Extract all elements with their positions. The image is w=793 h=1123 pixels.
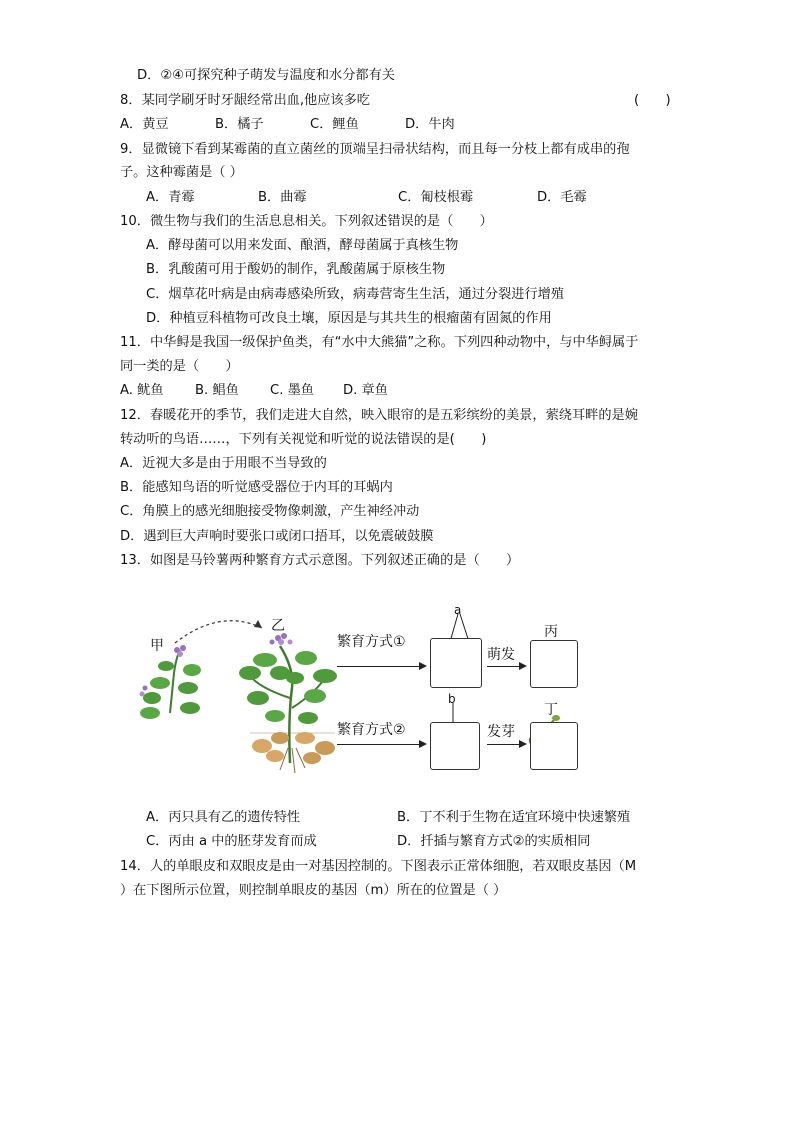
sprout-box: [530, 722, 578, 770]
q10-option-a: A．酵母菌可以用来发面、酿酒，酵母菌属于真核生物: [146, 238, 459, 253]
q9-option-a: A．青霉: [146, 190, 195, 205]
label-ding: 丁: [544, 702, 558, 718]
q8-answer-paren: ( ): [634, 93, 671, 108]
q8-option-c: C．鲤鱼: [310, 117, 359, 132]
label-a: a: [454, 603, 462, 617]
q12-stem-line1: 12．春暖花开的季节，我们走进大自然，映入眼帘的是五彩缤纷的美景，萦绕耳畔的是婉: [120, 408, 638, 423]
q11-stem-line2: 同一类的是（ ）: [120, 359, 239, 374]
q13-option-a: A．丙只具有乙的遗传特性: [146, 810, 301, 825]
q10-option-c: C．烟草花叶病是由病毒感染所致，病毒营寄生生活，通过分裂进行增殖: [146, 287, 565, 302]
q10-option-b: B．乳酸菌可用于酸奶的制作，乳酸菌属于原核生物: [146, 262, 446, 277]
plant-jia-icon: [140, 645, 202, 719]
q11-stem-line1: 11．中华鲟是我国一级保护鱼类，有“水中大熊猫”之称。下列四种动物中，与中华鲟属于: [120, 335, 639, 350]
label-step1: 萌发: [487, 647, 515, 663]
seed-box: [430, 638, 482, 688]
q12-stem-line2: 转动听的鸟语……，下列有关视觉和听觉的说法错误的是( ): [120, 432, 487, 447]
plant-yi-icon: [239, 633, 337, 773]
q10-stem: 10．微生物与我们的生活息息相关。下列叙述错误的是（ ）: [120, 214, 493, 229]
q13-option-b: B．丁不利于生物在适宜环境中快速繁殖: [397, 810, 631, 825]
q12-option-d: D．遇到巨大声响时要张口或闭口捂耳，以免震破鼓膜: [120, 529, 434, 544]
q9-stem-line1: 9．显微镜下看到某霉菌的直立菌丝的顶端呈扫帚状结构，而且每一分枝上都有成串的孢: [120, 142, 630, 157]
q8-stem: 8．某同学刷牙时牙龈经常出血,他应该多吃: [120, 93, 370, 108]
q11-option-a: A. 鱿鱼: [120, 383, 164, 398]
q13-stem: 13．如图是马铃薯两种繁育方式示意图。下列叙述正确的是（ ）: [120, 553, 520, 568]
q9-option-c: C．匍枝根霉: [398, 190, 474, 205]
q8-option-a: A．黄豆: [120, 117, 169, 132]
q8-option-d: D．牛肉: [405, 117, 455, 132]
q13-option-c: C．丙由 a 中的胚芽发育而成: [146, 834, 317, 849]
q9-stem-line2: 子。这种霉菌是（ ）: [120, 165, 243, 180]
q12-option-c: C．角膜上的感光细胞接受物像刺激，产生神经冲动: [120, 504, 420, 519]
q12-option-a: A．近视大多是由于用眼不当导致的: [120, 456, 327, 471]
q12-option-b: B．能感知鸟语的听觉感受器位于内耳的耳蜗内: [120, 480, 393, 495]
q8-option-b: B．橘子: [215, 117, 264, 132]
q14-stem-line1: 14．人的单眼皮和双眼皮是由一对基因控制的。下图表示正常体细胞，若双眼皮基因（M: [120, 859, 637, 874]
dashed-transfer-arrow: [175, 621, 262, 643]
q11-option-c: C. 墨鱼: [270, 383, 314, 398]
label-method2: 繁育方式②: [337, 722, 406, 738]
label-yi: 乙: [271, 618, 285, 634]
label-b: b: [448, 692, 456, 706]
q11-option-b: B. 鲳鱼: [195, 383, 239, 398]
label-step2: 发芽: [487, 724, 515, 740]
step1-arrow-icon: [487, 666, 525, 667]
label-bing: 丙: [544, 624, 558, 640]
seedling-box: [530, 640, 578, 688]
q11-option-d: D. 章鱼: [343, 383, 388, 398]
method1-arrow-icon: [337, 666, 425, 667]
q9-option-b: B．曲霉: [258, 190, 307, 205]
q13-option-d: D．扦插与繁育方式②的实质相同: [397, 834, 591, 849]
q14-stem-line2: ）在下图所示位置，则控制单眼皮的基因（m）所在的位置是（ ）: [120, 883, 507, 898]
q7-option-d: D．②④可探究种子萌发与温度和水分都有关: [137, 68, 395, 83]
q9-option-d: D．毛霉: [537, 190, 587, 205]
step2-arrow-icon: [487, 744, 525, 745]
label-jia: 甲: [150, 638, 164, 654]
potato-box: [430, 722, 480, 770]
potato-propagation-diagram: [130, 598, 600, 788]
q10-option-d: D．种植豆科植物可改良土壤，原因是与其共生的根瘤菌有固氮的作用: [146, 311, 552, 326]
method2-arrow-icon: [337, 744, 425, 745]
label-method1: 繁育方式①: [337, 634, 406, 650]
